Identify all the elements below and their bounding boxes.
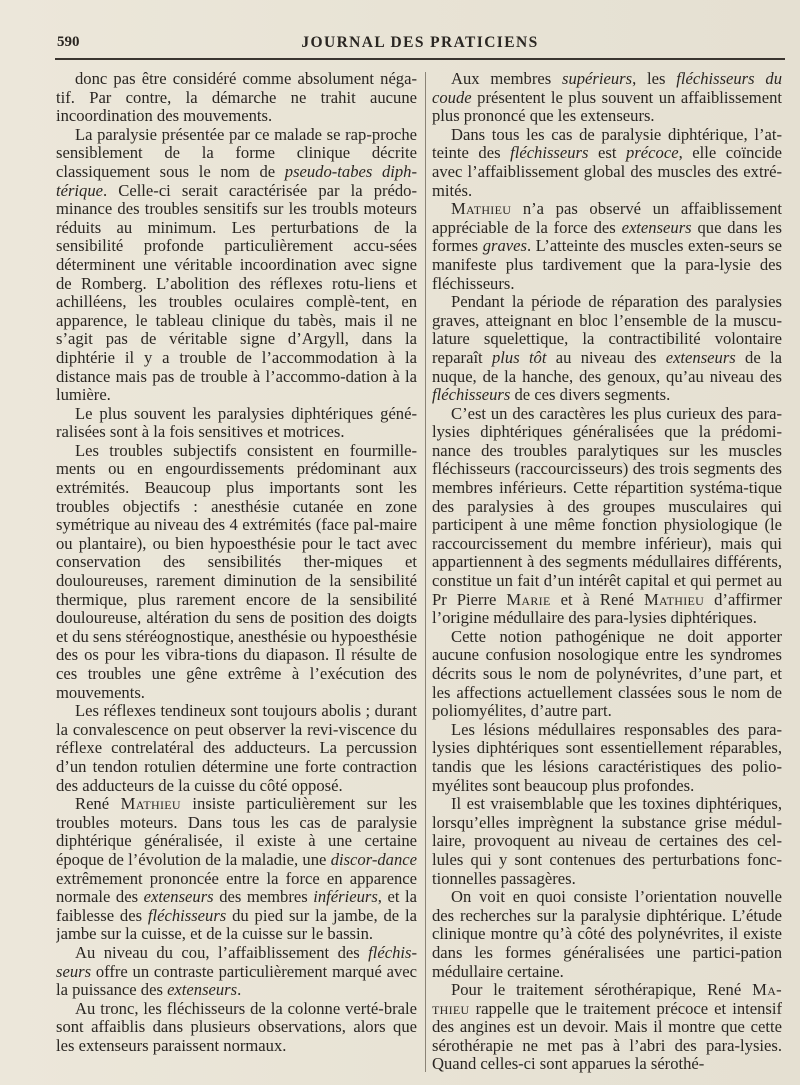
paragraph-text: du pied sur la jambe, de la jambe sur la cuisse, et de la cuisse sur le bassin. bbox=[56, 905, 417, 944]
paragraph-text: René bbox=[75, 794, 121, 814]
header-rule bbox=[55, 58, 785, 60]
paragraph-text: Cette notion pathogénique ne doit apporter aucune confusion nosologique entre les syndromes décrits sous le nom de polynévrites, d’une part, et les affections actuellement classées sous le nom de poliomyélites, d’autre part. bbox=[432, 626, 782, 721]
paragraph-text: Les lésions médullaires responsables des para-lysies diphtériques sont essentiellement réparables, tandis que les lésions caractéristiques des polio-myélites sont beaucoup plus profondes. bbox=[432, 719, 782, 795]
left-text-column bbox=[56, 70, 417, 1075]
paragraph-text: des membres bbox=[213, 887, 314, 907]
paragraph bbox=[56, 405, 417, 442]
paragraph-text: présentent le plus souvent un affaiblissement plus prononcé que les extenseurs. bbox=[432, 87, 782, 126]
paragraph bbox=[56, 126, 417, 405]
paragraph-text: . bbox=[237, 980, 242, 1000]
paragraph-text: insiste particulièrement sur les troubles moteurs. Dans tous les cas de paralysie diphtérique généralisée, il existe à une certaine époque de l’évolution de la maladie, une bbox=[56, 794, 417, 869]
paragraph bbox=[432, 981, 782, 1074]
paragraph-text: Au niveau du cou, l’affaiblissement des bbox=[75, 942, 369, 962]
column-divider bbox=[425, 72, 426, 1072]
paragraph bbox=[432, 721, 782, 795]
paragraph-text: Pour le traitement sérothérapique, René bbox=[451, 980, 753, 1000]
italic-text: fléchisseurs bbox=[432, 385, 511, 405]
paragraph-text: que dans les formes bbox=[432, 217, 782, 256]
italic-text: plus tôt bbox=[491, 347, 547, 367]
paragraph-text: , et la faiblesse des bbox=[56, 887, 417, 925]
italic-text: graves bbox=[482, 236, 527, 256]
paragraph-text: Dans tous les cas de paralysie diphtérique, l’at-teinte des bbox=[432, 124, 782, 163]
paragraph bbox=[56, 795, 417, 944]
paragraph bbox=[56, 1000, 417, 1056]
author-name: Mathieu bbox=[120, 794, 181, 814]
paragraph bbox=[432, 405, 782, 628]
paragraph-text: donc pas être considéré comme absolument néga-tif. Par contre, la démarche ne trahit aucune incoordination des mouvements. bbox=[56, 70, 417, 126]
paragraph bbox=[56, 442, 417, 702]
paragraph-text: rappelle que le traitement précoce et intensif des angines est un devoir. Mais il montre que cette sérothérapie ne met pas à l’abri des para-lysies. Quand celles-ci sont apparues la sérothé- bbox=[432, 998, 782, 1074]
paragraph bbox=[432, 200, 782, 293]
italic-text: extenseurs bbox=[621, 217, 692, 237]
paragraph-text: de ces divers segments. bbox=[510, 385, 671, 405]
paragraph-text: Les troubles subjectifs consistent en fourmille-ments ou en engourdissements prédominant aux extrémités. Beaucoup plus importants sont les troubles objectifs : anesthésie cutanée en zone symétrique au niveau des 4 extrémités (face pal-maire ou plantaire), ou bien hypoesthésie pour le tact avec conservation des sensibilités ther-miques et douloureuses, rarement diminution de la sensibilité thermique, plus rarement encore de la sensibilité douloureuse, altération du sens de position des doigts et du sens stéréognostique, anesthésie ou hypoesthésie des os pour les vibra-tions du diapason. Il résulte de ces troubles une gêne extrême à l’exécution des mouvements. bbox=[56, 440, 417, 702]
paragraph-text: de la nuque, de la hanche, des genoux, qu’au niveau des bbox=[432, 347, 782, 386]
paragraph-text: Le plus souvent les paralysies diphtériques géné-ralisées sont à la fois sensitives et motrices. bbox=[56, 403, 417, 442]
paragraph bbox=[56, 944, 417, 1000]
paragraph bbox=[432, 628, 782, 721]
italic-text: fléchisseurs bbox=[510, 143, 589, 163]
paragraph bbox=[432, 795, 782, 888]
paragraph bbox=[432, 126, 782, 200]
author-name: Mathieu bbox=[451, 199, 512, 219]
italic-text: pseudo-tabes diph-térique bbox=[56, 161, 417, 200]
paragraph-text: et à René bbox=[550, 589, 644, 609]
paragraph-text: au niveau des bbox=[546, 347, 666, 367]
italic-text: précoce bbox=[626, 143, 679, 163]
paragraph-text: n’a pas observé un affaiblissement appréciable de la force des bbox=[432, 199, 782, 237]
paragraph-text: , elle coïncide avec l’affaiblissement global des muscles des extré-mités. bbox=[432, 143, 782, 200]
paragraph bbox=[432, 70, 782, 126]
paragraph bbox=[56, 702, 417, 795]
italic-text: fléchisseurs du coude bbox=[432, 70, 782, 107]
paragraph-text: On voit en quoi consiste l’orientation nouvelle des recherches sur la paralysie diphtérique. L’étude clinique montre qu’à côté des polynévrites, il existe dans les formes généralisées une partici-pation médullaire certaine. bbox=[432, 887, 782, 981]
paragraph-text: . Celle-ci serait caractérisée par la prédo-minance des troubles sensitifs sur les troubls moteurs réduits au minimum. Les perturbations de la sensibilité profonde particulièrement accu-sées déterminent une véritable incoordination avec signe de Romberg. L’abolition des réflexes rotu-liens et achilléens, les troubles oculaires complè-tent, en apparence, le tableau clinique du tabès, mais il ne s’agit pas de véritable signe d’Argyll, dans la diphtérie il y a trouble de l’accommodation à la distance mais pas de trouble à l’accommo-dation à la lumière. bbox=[56, 180, 417, 405]
paragraph bbox=[432, 293, 782, 405]
paragraph-text: , les bbox=[632, 70, 677, 88]
paragraph-text: C’est un des caractères les plus curieux des para-lysies diphtériques généralisées que la prédomi-nance des troubles paralytiques sur les muscles fléchisseurs (raccourcisseurs) des trois segments des membres inférieurs. Cette répartition systéma-tique des paralysies à des groupes musculaires qui participent à une même fonction physiologique (le raccourcissement du membre inférieur), mais qui appartiennent à des segments médullaires différents, constitue un fait d’un intérêt capital et qui permet au Pr Pierre bbox=[432, 403, 782, 609]
italic-text: extenseurs bbox=[665, 347, 736, 367]
paragraph-text: Les réflexes tendineux sont toujours abolis ; durant la convalescence on peut observer la revi-viscence du réflexe contrelatéral des adducteurs. La percussion d’un tendon rotulien détermine une forte contraction des adducteurs de la cuisse du côté opposé. bbox=[56, 701, 417, 795]
paragraph-text: est bbox=[588, 143, 627, 163]
paragraph-text: offre un contraste particulièrement marqué avec la puissance des bbox=[56, 961, 417, 1000]
italic-text: fléchisseurs bbox=[147, 905, 227, 925]
page-number: 590 bbox=[57, 34, 80, 50]
paragraph bbox=[56, 70, 417, 126]
right-text-column bbox=[432, 70, 782, 1075]
paragraph-text: d’affirmer l’origine médullaire des para-lysies diphtériques. bbox=[432, 589, 782, 628]
italic-text: inférieurs bbox=[313, 887, 378, 907]
paragraph bbox=[432, 888, 782, 981]
italic-text: supérieurs bbox=[562, 70, 633, 88]
author-name: Marie bbox=[506, 589, 551, 609]
italic-text: extenseurs bbox=[143, 887, 214, 907]
author-name: Mathieu bbox=[643, 589, 705, 609]
paragraph-text: . L’atteinte des muscles exten-seurs se manifeste plus tardivement que la para-lysie des fléchisseurs. bbox=[432, 236, 782, 293]
running-header bbox=[55, 34, 785, 58]
author-name: Ma-thieu bbox=[432, 980, 782, 1018]
italic-text: discor-dance bbox=[330, 849, 417, 869]
italic-text: fléchis-seurs bbox=[56, 942, 417, 981]
paragraph-text: La paralysie présentée par ce malade se rap-proche sensiblement de la forme clinique décrite classiquement sous le nom de bbox=[56, 124, 417, 181]
paragraph-text: extrêmement prononcée entre la force en apparence normale des bbox=[56, 868, 417, 907]
paragraph-text: Pendant la période de réparation des paralysies graves, atteignant en bloc l’ensemble de la muscu-lature squelettique, la contractibilité volontaire reparaît bbox=[432, 292, 782, 367]
italic-text: extenseurs bbox=[167, 980, 238, 1000]
paragraph-text: Aux membres bbox=[451, 70, 562, 88]
paragraph-text: Au tronc, les fléchisseurs de la colonne verté-brale sont affaiblis dans plusieurs observations, alors que les extenseurs paraissent normaux. bbox=[56, 998, 417, 1055]
journal-title: JOURNAL DES PRATICIENS bbox=[301, 34, 539, 51]
paragraph-text: Il est vraisemblable que les toxines diphtériques, lorsqu’elles imprègnent la substance grise médul-laire, provoquent au niveau de certaines des cel-lules qui y sont contenues des perturbations fonc-tionnelles passagères. bbox=[432, 794, 782, 888]
